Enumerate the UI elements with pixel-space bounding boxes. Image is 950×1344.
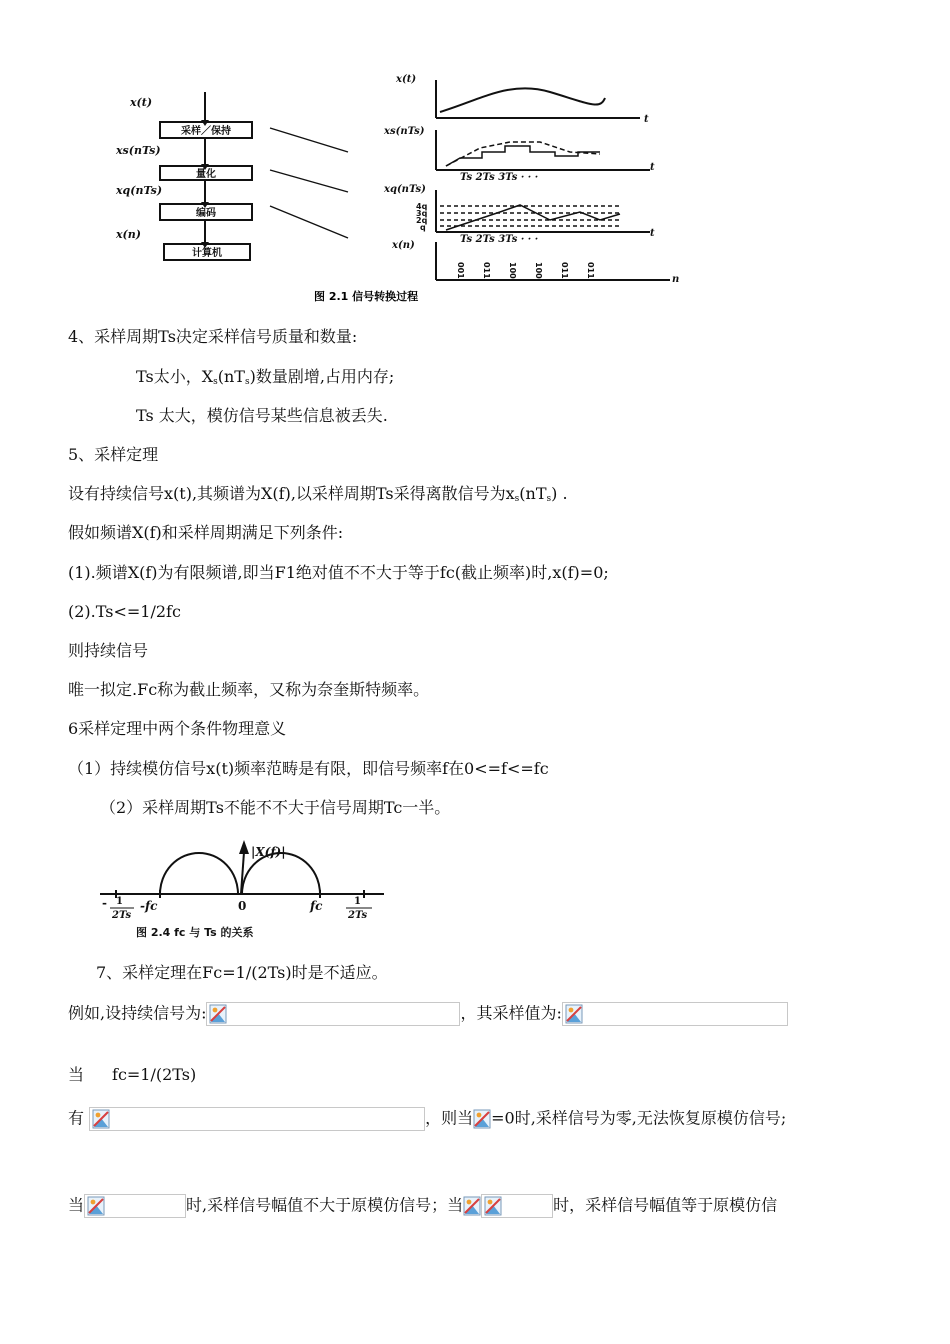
code-2: 011 — [482, 262, 491, 279]
fig2-right-label: fc — [310, 899, 323, 913]
axis-t-2: t — [650, 162, 655, 173]
block-encode: 编码 — [196, 208, 216, 219]
fig2-left-label: -fc — [140, 899, 158, 913]
broken-image-icon — [92, 1109, 110, 1129]
axis-t-3: t — [650, 228, 655, 239]
formula-image-1 — [206, 1002, 460, 1026]
section7-line-1: 例如,设持续信号为: ，其采样值为: — [68, 1002, 788, 1026]
formula-image-5 — [481, 1194, 553, 1218]
broken-image-icon — [463, 1196, 481, 1216]
section4-line-b: Ts 太大，模仿信号某些信息被丢失. — [136, 406, 388, 425]
section5-line-5: 则持续信号 — [68, 641, 149, 660]
section5-line-4: (2).Ts<=1/2fc — [68, 602, 181, 621]
broken-image-icon — [484, 1196, 502, 1216]
fig2-zero: 0 — [238, 899, 247, 913]
block-quantize: 量化 — [196, 169, 216, 180]
section5-line-2: 假如频谱X(f)和采样周期满足下列条件: — [68, 523, 344, 542]
plot-label-xn: x(n) — [392, 240, 415, 251]
section7-title: 7、采样定理在Fc=1/(2Ts)时是不适应。 — [96, 963, 388, 982]
code-3: 100 — [508, 262, 517, 279]
fig2-right-den: 2Ts — [348, 910, 368, 921]
section6-title: 6采样定理中两个条件物理意义 — [68, 719, 287, 738]
plot-label-xq: xq(nTs) — [384, 184, 426, 195]
section7-line-3: 有 ，则当 =0时,采样信号为零,无法恢复原模仿信号; — [68, 1107, 786, 1131]
label-xt: x(t) — [130, 96, 153, 109]
block-computer: 计算机 — [192, 248, 222, 259]
ticks-xq: Ts 2Ts 3Ts · · · — [460, 234, 539, 245]
section7-line-4: 当 时,采样信号幅值不大于原模仿信号；当 时，采样信号幅值等于原模仿信 — [68, 1194, 777, 1218]
section5-line-6: 唯一拟定.Fc称为截止频率，又称为奈奎斯特频率。 — [68, 680, 430, 699]
broken-image-icon — [87, 1196, 105, 1216]
code-5: 011 — [560, 262, 569, 279]
formula-image-3 — [89, 1107, 425, 1131]
code-1: 001 — [456, 262, 465, 279]
label-xs: xs(nTs) — [116, 144, 161, 157]
fig2-left-num: 1 — [116, 896, 123, 907]
fig2-right-num: 1 — [354, 896, 361, 907]
figure-fc-ts-relation — [96, 836, 396, 944]
block-sample-hold: 采样／保持 — [181, 126, 231, 137]
figure-signal-conversion — [100, 70, 720, 310]
fig2-left-den: 2Ts — [112, 910, 132, 921]
section6-line-2: （2）采样周期Ts不能不不大于信号周期Tc一半。 — [100, 798, 451, 817]
formula-image-2 — [562, 1002, 788, 1026]
section5-line-1: 设有持续信号x(t),其频谱为X(f),以采样周期Ts采得离散信号为$x_s(nT_s)$ . — [68, 484, 568, 504]
section7-line-2: 当 fc=1/(2Ts) — [68, 1065, 197, 1084]
section6-line-1: （1）持续模仿信号x(t)频率范畴是有限，即信号频率f在0<=f<=fc — [68, 759, 549, 778]
fig2-minus: - — [102, 896, 107, 910]
code-6: 011 — [586, 262, 595, 279]
level-q: q — [420, 223, 426, 232]
section5-title: 5、采样定理 — [68, 445, 159, 464]
level-3q: 3q — [416, 209, 428, 218]
broken-image-icon — [209, 1004, 227, 1024]
plot-label-xs: xs(nTs) — [384, 126, 425, 137]
ticks-xs: Ts 2Ts 3Ts · · · — [460, 172, 539, 183]
section5-line-3: (1).频谱X(f)为有限频谱,即当F1绝对值不不大于等于fc(截止频率)时,x(f)=0; — [68, 563, 609, 582]
label-xn: x(n) — [116, 228, 141, 241]
level-4q: 4q — [416, 202, 428, 211]
broken-image-icon — [565, 1004, 583, 1024]
broken-image-icon — [473, 1109, 491, 1129]
plot-label-xt: x(t) — [396, 74, 417, 85]
figure1-caption: 图 2.1 信号转换过程 — [314, 290, 419, 303]
level-2q: 2q — [416, 216, 428, 225]
axis-n: n — [672, 274, 680, 285]
figure2-caption: 图 2.4 fc 与 Ts 的关系 — [136, 926, 254, 939]
label-xq: xq(nTs) — [116, 184, 163, 197]
code-4: 100 — [534, 262, 543, 279]
section4-line-a: Ts太小，$X_s(nT_s)$数量剧增,占用内存; — [136, 367, 395, 387]
fig2-ylabel: |X(f)| — [251, 845, 286, 859]
formula-image-4 — [84, 1194, 186, 1218]
axis-t-1: t — [644, 114, 649, 125]
section4-title: 4、采样周期Ts决定采样信号质量和数量: — [68, 327, 358, 346]
